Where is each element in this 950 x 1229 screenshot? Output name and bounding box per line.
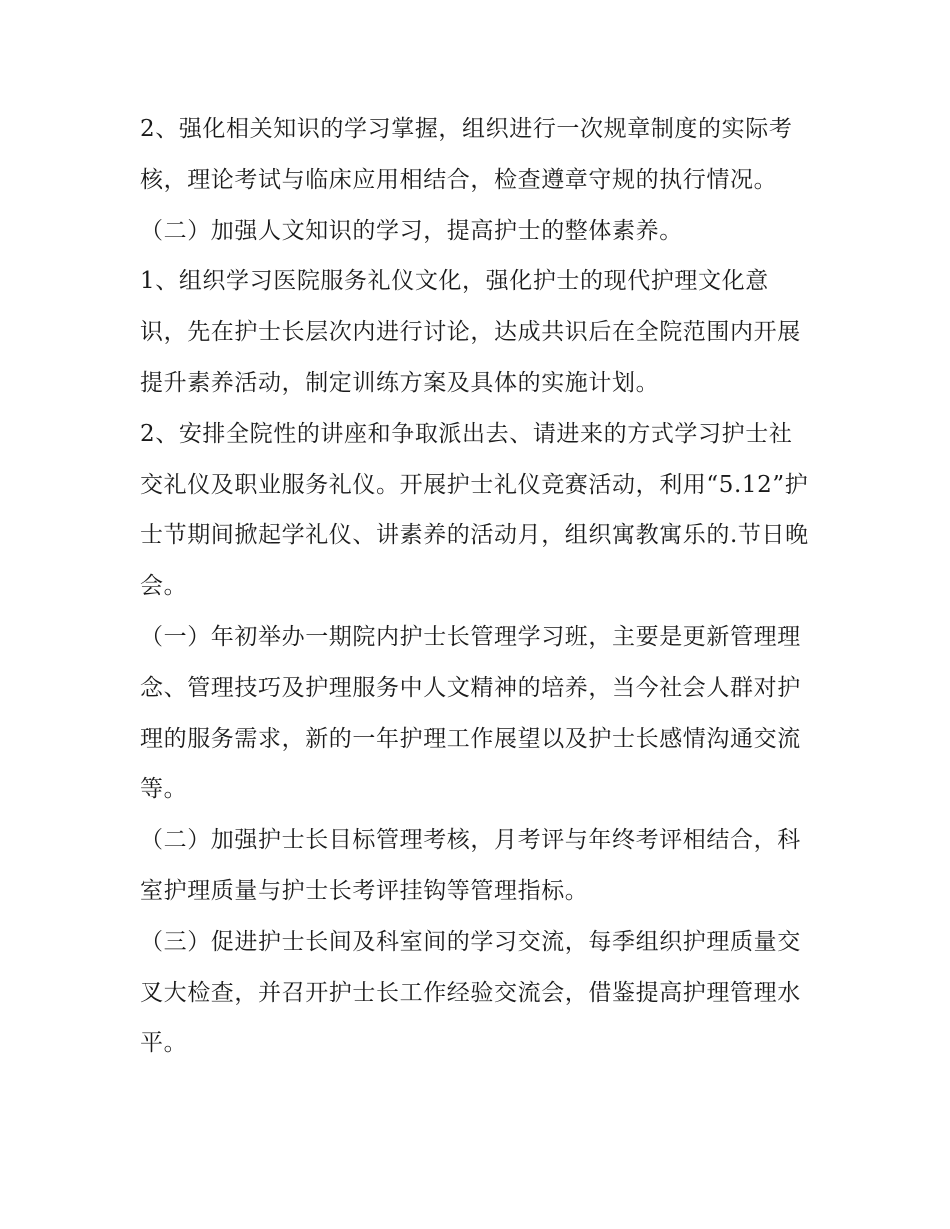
- paragraph-target-management: （二）加强护士长目标管理考核，月考评与年终考评相结合，科室护理质量与护士长考评挂钩等管理指标。: [140, 827, 801, 904]
- heading-humanities-learning: （二）加强人文知识的学习，提高护士的整体素养。: [140, 217, 683, 244]
- document-body: [140, 104, 812, 1069]
- paragraph-knowledge-assessment: 2、强化相关知识的学习掌握，组织进行一次规章制度的实际考核，理论考试与临床应用相结合，检查遵章守规的执行情况。: [140, 116, 793, 193]
- paragraph-head-nurse-training: （一）年初举办一期院内护士长管理学习班，主要是更新管理理念、管理技巧及护理服务中人文精神的培养，当今社会人群对护理的服务需求，新的一年护理工作展望以及护士长感情沟通交流等。: [140, 623, 801, 803]
- paragraph-etiquette-culture: 1、组织学习医院服务礼仪文化，强化护士的现代护理文化意识，先在护士长层次内进行讨论，达成共识后在全院范围内开展提升素养活动，制定训练方案及具体的实施计划。: [140, 268, 801, 396]
- paragraph-lectures-etiquette: 2、安排全院性的讲座和争取派出去、请进来的方式学习护士社交礼仪及职业服务礼仪。开展护士礼仪竞赛活动，利用“5.12”护士节期间掀起学礼仪、讲素养的活动月，组织寓教寓乐的.节日晚会。: [140, 420, 809, 600]
- paragraph-exchange-learning: （三）促进护士长间及科室间的学习交流，每季组织护理质量交叉大检查，并召开护士长工作经验交流会，借鉴提高护理管理水平。: [140, 928, 801, 1057]
